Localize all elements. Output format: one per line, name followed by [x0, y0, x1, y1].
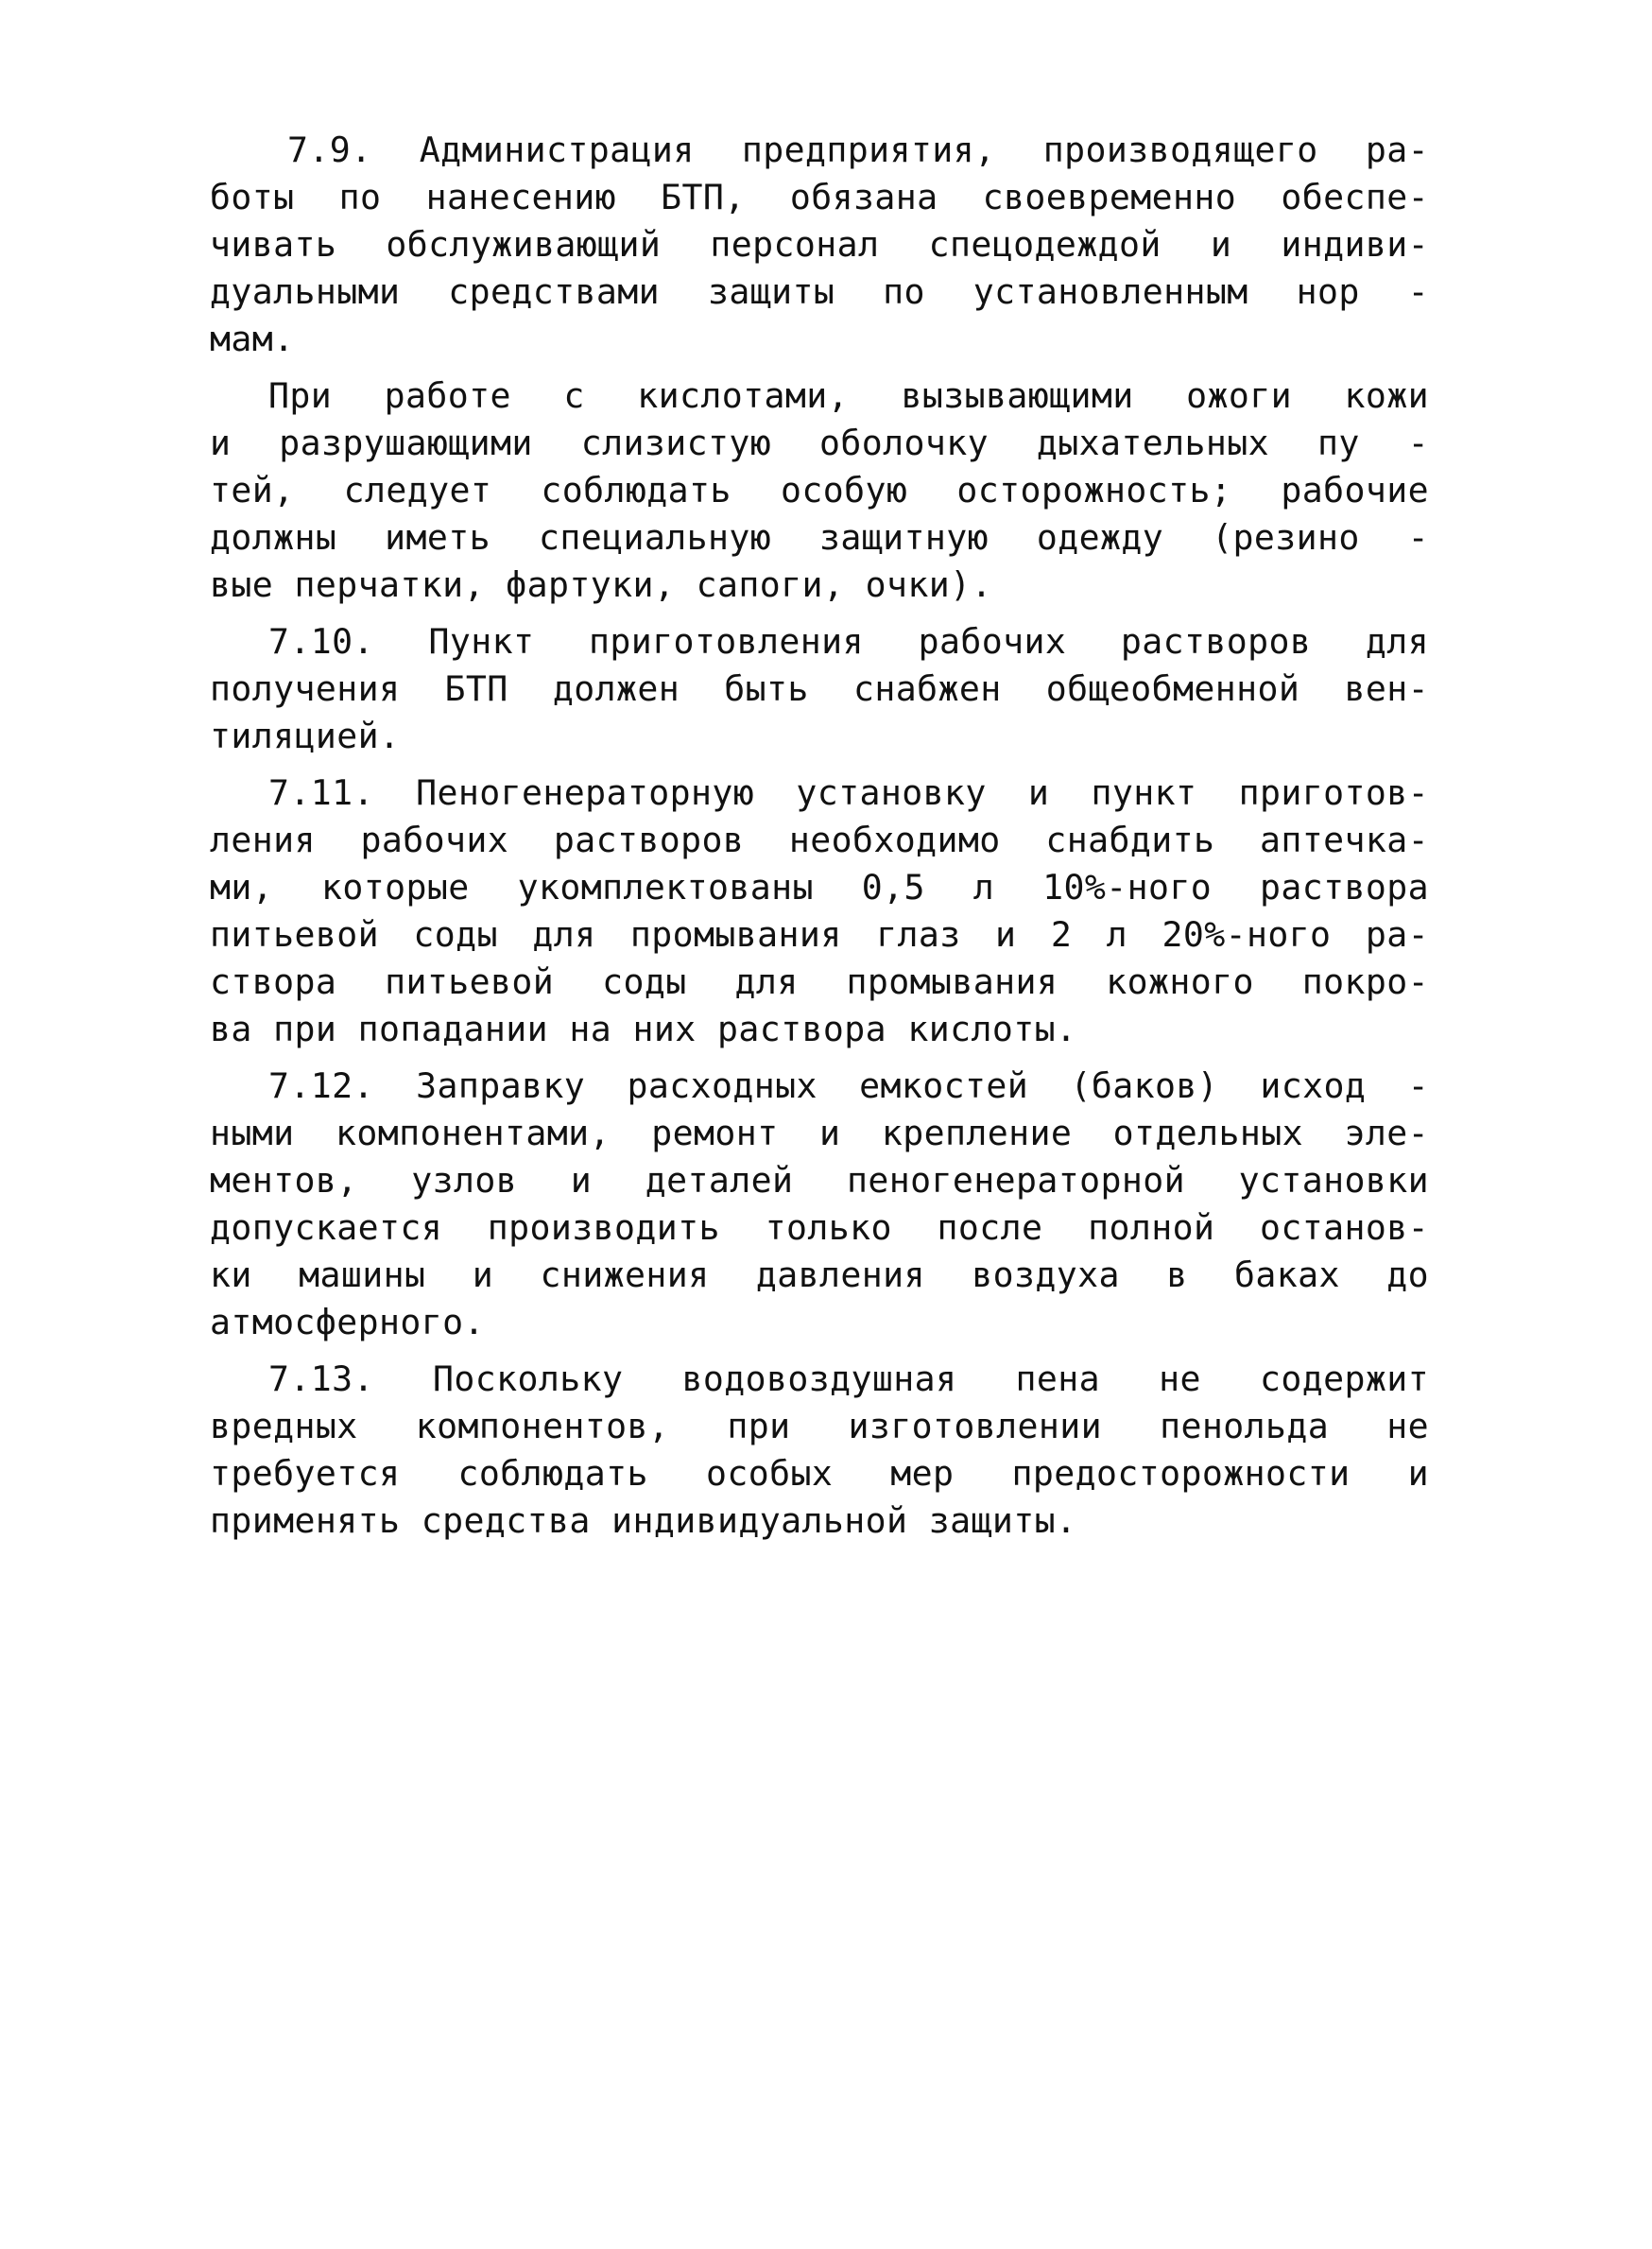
text-line: должны иметь специальную защитную одежду (резино - — [210, 517, 1429, 558]
text-line: вые перчатки, фартуки, сапоги, очки). — [210, 564, 992, 605]
text-line: применять средства индивидуальной защиты. — [210, 1500, 1077, 1541]
text-line: вредных компонентов, при изготовлении пенольда не — [210, 1406, 1429, 1446]
text-line: получения БТП должен быть снабжен общеобменной вен- — [210, 668, 1429, 709]
text-line: 7.13. Поскольку водовоздушная пена не содержит — [268, 1358, 1429, 1399]
text-line: створа питьевой соды для промывания кожного покро- — [210, 961, 1429, 1002]
text-line: 7.10. Пункт приготовления рабочих растворов для — [268, 621, 1429, 662]
paragraph-7-13 — [210, 1356, 1429, 1545]
paragraph-acids — [210, 372, 1429, 609]
text-line: ными компонентами, ремонт и крепление отдельных эле- — [210, 1113, 1429, 1153]
text-line: тей, следует соблюдать особую осторожность; рабочие — [210, 470, 1429, 510]
text-line: ва при попадании на них раствора кислоты. — [210, 1009, 1077, 1049]
text-line: 7.12. Заправку расходных емкостей (баков) исход - — [268, 1065, 1429, 1106]
text-line: ментов, узлов и деталей пеногенераторной установки — [210, 1160, 1429, 1201]
text-line: ми, которые укомплектованы 0,5 л 10%-ного раствора — [210, 867, 1429, 908]
paragraph-7-11 — [210, 770, 1429, 1053]
text-line: допускается производить только после полной останов- — [210, 1207, 1429, 1248]
text-line: требуется соблюдать особых мер предосторожности и — [210, 1453, 1429, 1494]
text-line: и разрушающими слизистую оболочку дыхательных пу - — [210, 423, 1429, 463]
text-line: атмосферного. — [210, 1302, 485, 1342]
text-line: дуальными средствами защиты по установленным нор - — [210, 271, 1429, 312]
text-line: 7.9. Администрация предприятия, производящего ра- — [287, 130, 1429, 170]
text-line: ления рабочих растворов необходимо снабдить аптечка- — [210, 820, 1429, 860]
document-body — [210, 127, 1429, 1554]
paragraph-7-12 — [210, 1063, 1429, 1346]
text-line: мам. — [210, 319, 295, 359]
paragraph-7-9 — [210, 127, 1429, 363]
paragraph-7-10 — [210, 618, 1429, 760]
text-line: боты по нанесению БТП, обязана своевременно обеспе- — [210, 177, 1429, 217]
text-line: тиляцией. — [210, 716, 401, 756]
text-line: 7.11. Пеногенераторную установку и пункт приготов- — [268, 772, 1429, 813]
text-line: ки машины и снижения давления воздуха в баках до — [210, 1254, 1429, 1295]
text-line: чивать обслуживающий персонал спецодеждой и индиви- — [210, 224, 1429, 265]
text-line: При работе с кислотами, вызывающими ожоги кожи — [268, 375, 1429, 416]
text-line: питьевой соды для промывания глаз и 2 л 20%-ного ра- — [210, 914, 1429, 955]
